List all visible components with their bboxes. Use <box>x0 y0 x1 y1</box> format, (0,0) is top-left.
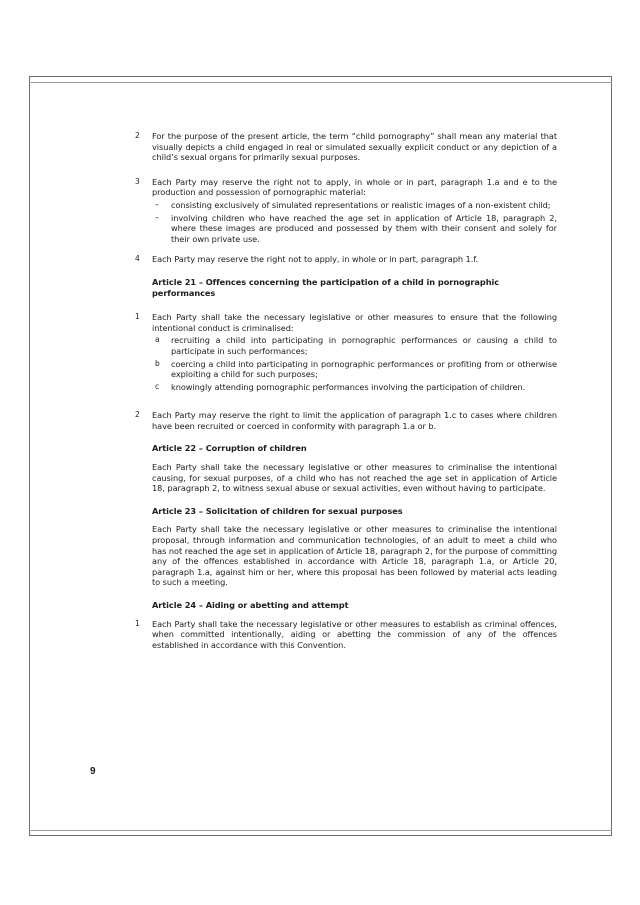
paragraph-3-list <box>152 200 557 244</box>
paragraph-text: Each Party may reserve the right not to apply, in whole or in part, paragraph 1.f. <box>152 254 479 265</box>
list-marker: b <box>155 358 160 368</box>
bottom-rule <box>29 830 612 831</box>
list-marker: c <box>155 381 160 391</box>
list-item <box>152 213 557 245</box>
list-item <box>152 382 557 393</box>
list-item-text: consisting exclusively of simulated representations or realistic images of a non-existent child; <box>171 199 551 210</box>
paragraph-text: Each Party shall take the necessary legislative or other measures to establish as criminal offences, when committed intentionally, aiding or abetting the commission of any of the offences established in accordance with this Convention. <box>152 618 557 650</box>
paragraph-text: Each Party shall take the necessary legislative or other measures to ensure that the following intentional conduct is criminalised: <box>152 312 557 333</box>
list-item-text: involving children who have reached the age set in application of Article 18, paragraph 2, where these images are produced and possessed by them with their consent and solely for their own private use. <box>171 212 557 244</box>
article-21-heading: Article 21 – Offences concerning the participation of a child in pornographic performances <box>152 276 500 298</box>
list-item-text: knowingly attending pornographic performances involving the participation of children. <box>171 381 526 392</box>
paragraph-number: 3 <box>135 176 140 186</box>
article-22-heading: Article 22 – Corruption of children <box>152 443 307 454</box>
article-21-paragraph-1 <box>135 312 557 392</box>
list-marker: – <box>155 199 159 209</box>
paragraph-number: 2 <box>135 131 140 140</box>
list-item <box>152 200 557 211</box>
paragraph-text: For the purpose of the present article, the term “child pornography” shall mean any material that visually depicts a child engaged in real or simulated sexually explicit conduct or any depiction of a child’s sexual organs for primarily sexual purposes. <box>152 131 557 163</box>
list-item-text: recruiting a child into participating in pornographic performances or causing a child to participate in such performances; <box>171 335 557 356</box>
paragraph-2 <box>135 131 557 163</box>
article-21-list <box>152 335 557 392</box>
list-item <box>152 359 557 380</box>
list-marker: a <box>155 335 160 345</box>
paragraph-number: 1 <box>135 312 140 322</box>
article-21-paragraph-2 <box>135 410 557 431</box>
list-marker: – <box>155 212 159 222</box>
paragraph-number: 4 <box>135 254 140 264</box>
paragraph-4 <box>135 254 557 265</box>
paragraph-number: 1 <box>135 618 140 628</box>
article-24-paragraph-1 <box>135 618 557 651</box>
article-23-heading: Article 23 – Solicitation of children for sexual purposes <box>152 505 403 516</box>
article-24-heading: Article 24 – Aiding or abetting and attempt <box>152 600 349 610</box>
paragraph-number: 2 <box>135 410 140 420</box>
top-rule <box>29 82 612 83</box>
paragraph-text: Each Party may reserve the right not to apply, in whole or in part, paragraph 1.a and e to the production and possession of pornographic material: <box>152 176 557 198</box>
page-content <box>135 131 557 650</box>
article-22-text: Each Party shall take the necessary legislative or other measures to criminalise the intentional causing, for sexual purposes, of a child who has not reached the age set in application of Article 18, paragraph 2, to witness sexual abuse or sexual activities, even without having to participate. <box>152 462 557 494</box>
paragraph-text: Each Party may reserve the right to limit the application of paragraph 1.c to cases where children have been recruited or coerced in conformity with paragraph 1.a or b. <box>152 410 557 431</box>
page-number: 9 <box>90 766 96 777</box>
article-23-text: Each Party shall take the necessary legislative or other measures to criminalise the intentional proposal, through information and communication technologies, of an adult to meet a child who has not reached the age set in application of Article 18, paragraph 2, for the purpose of committing any of the offences established in accordance with Article 18, paragraph 1.a, or Article 20, paragraph 1.a, against him or her, where this proposal has been followed by material acts leading to such a meeting. <box>152 524 557 588</box>
list-item <box>152 335 557 356</box>
paragraph-3 <box>135 176 557 245</box>
list-item-text: coercing a child into participating in pornographic performances or profiting from or otherwise exploiting a child for such purposes; <box>171 358 557 380</box>
